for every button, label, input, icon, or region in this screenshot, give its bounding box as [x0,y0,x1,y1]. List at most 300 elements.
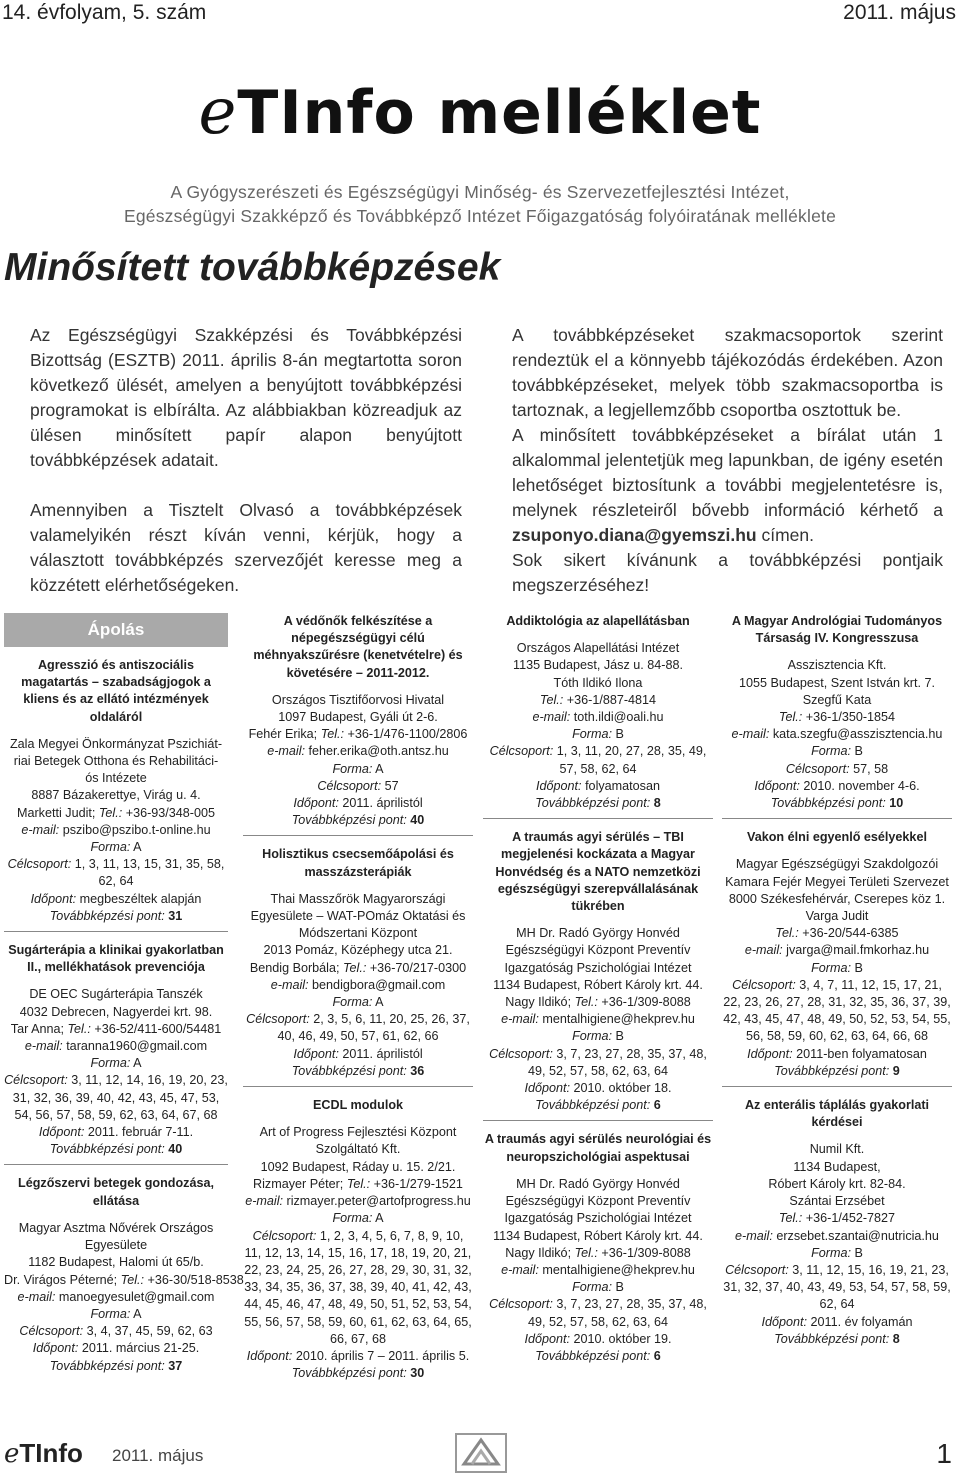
organizer-line: 1097 Budapest, Gyáli út 2-6. [278,710,438,725]
forma-label: Forma: [572,727,612,742]
target-group-value: 1, 3, 11, 13, 15, 31, 35, 58, 62, 64 [74,857,225,889]
phone-value: +36-52/411-600/54481 [94,1021,222,1036]
contact-name: Dr. Virágos Péterné; [4,1272,118,1287]
phone-line [722,925,952,942]
forma-value: B [854,744,863,759]
listing-entry [483,829,713,1121]
credit-points-line [483,795,713,812]
email-label: e-mail: [245,1194,283,1209]
organizer-line: Tóth Ildikó Ilona [553,675,643,690]
listing-entry [483,1131,713,1371]
forma-label: Forma: [811,744,851,759]
organizer-line: 8887 Bázakerettye, Virág u. 4. [31,788,201,803]
phone-line [4,1272,244,1289]
phone-line [722,709,952,726]
phone-value: +36-30/518-8538 [147,1272,244,1287]
credit-points-label: Továbbképzési pont: [291,813,407,828]
date-line [4,891,228,908]
forma-label: Forma: [332,1211,373,1226]
forma-label: Forma: [811,1245,851,1260]
target-group-value: 3, 4, 7, 11, 12, 15, 17, 21, 22, 23, 26, 27, 28, 31, 32, 35, 36, 37, 39, 42, 43, 45, 47, 48, 49, 50, 52, 53, 54, 55, 56, 58, 59, 60, 62, 63, 64, 66, 68 [723,977,951,1044]
phone-label: Tel.: [120,1272,145,1287]
organizer-line: Egyesülete – WAT-POmáz Oktatási és [250,909,466,924]
organizer-line: 1092 Budapest, Ráday u. 15. 2/21. [260,1159,456,1174]
forma-value: B [854,960,863,975]
email-link[interactable]: feher.erika@oth.antsz.hu [308,744,449,759]
contact-email-link[interactable]: zsuponyo.diana@gyemszi.hu [512,525,757,545]
phone-value: +36-1/309-8088 [601,1245,691,1260]
listing-column-2 [243,613,473,1398]
credit-points-line [483,1348,713,1365]
listing-column-1 [4,613,244,1391]
organizer-line: DE OEC Sugárterápia Tanszék [29,987,203,1002]
phone-value: +36-20/544-6385 [802,926,899,941]
listing-column-3 [483,613,713,1381]
intro-paragraph: A továbbképzéseket szakmacsoportok szerint rendeztük el a könnyebb tájékozódás érdekében. Azon továbbképzéseket, melyek több szakmacsoportba is tartoznak, a legjellemzőbb csoportba osztottuk be. [512,325,943,420]
credit-points-value: 30 [410,1366,425,1381]
target-group-line [722,977,952,1046]
target-group-value: 1, 3, 11, 20, 27, 28, 35, 49, 57, 58, 62, 64 [556,744,707,776]
listing-entry [483,613,713,819]
intro-paragraph: Sok sikert kívánunk a továbbképzési pontjaik megszerzéséhez! [512,550,943,595]
email-line [243,743,473,760]
date-line [722,1046,952,1063]
email-link[interactable]: jvarga@mail.fmkorhaz.hu [786,943,930,958]
forma-value: B [615,1029,624,1044]
contact-name: Marketti Judit; [16,805,96,820]
email-label: e-mail: [744,943,783,958]
intro-paragraph: Amennyiben a Tisztelt Olvasó a továbbképzések valamelyikén részt kíván venni, kérjük, hogy a választott továbbképzés szervezőjét keresse meg a közzétett elérhetőségeken. [30,500,462,595]
target-group-line [243,1011,473,1045]
phone-label: Tel.: [346,1176,371,1191]
forma-line [4,1055,228,1072]
target-group-value: 3, 11, 12, 14, 16, 19, 20, 23, 31, 32, 36, 39, 40, 42, 43, 45, 47, 53, 54, 56, 57, 58, 59, 62, 63, 64, 67, 68 [12,1073,228,1122]
organizer-line: 1134 Budapest, Róbert Károly krt. 44. [493,1228,703,1243]
email-link[interactable]: bendigbora@gmail.com [312,977,446,992]
organizer-line: Zala Megyei Önkormányzat Pszichiát- [9,736,223,751]
entry-title: Az enterális táplálás gyakorlati kérdései [744,1098,930,1130]
entry-title: Holisztikus csecsemőápolási és masszázsterápiák [262,847,454,879]
entry-title: Addiktológia az alapellátásban [506,614,690,628]
date-value: 2011. február 7-11. [87,1125,194,1140]
target-group-label: Célcsoport: [489,744,554,759]
entry-title: Agresszió és antiszociális magatartás – szabadságjogok a kliens és az ellátó intézmények oldaláról [21,658,211,724]
credit-points-value: 8 [892,1331,900,1346]
target-group-line [243,778,473,795]
section-title: Minősített továbbképzések [4,246,501,289]
organizer-line: MH Dr. Radó György Honvéd [516,926,680,941]
target-group-label: Célcsoport: [785,761,850,776]
phone-line [483,692,713,709]
category-header: Ápolás [4,613,228,647]
phone-label: Tel.: [320,727,345,742]
email-link[interactable]: taranna1960@gmail.com [66,1039,208,1054]
phone-value: +36-1/350-1854 [805,710,896,725]
target-group-value: 2, 3, 5, 6, 11, 20, 25, 26, 37, 40, 46, 49, 50, 57, 61, 62, 66 [277,1012,470,1044]
organizer-line: 2013 Pomáz, Középhegy utca 21. [263,943,453,958]
date-value: 2010. október 18. [573,1081,672,1096]
phone-line [243,1176,473,1193]
credit-points-value: 40 [168,1142,183,1157]
date-value: 2011. áprilistól [342,796,423,811]
date-label: Időpont: [32,1341,79,1356]
organizer-line: Igazgatóság Pszichológiai Intézet [504,1211,692,1226]
contact-name: Fehér Erika; [248,727,318,742]
credit-points-label: Továbbképzési pont: [535,796,651,811]
email-line [722,942,952,959]
organizer-line: Szolgáltató Kft. [315,1142,401,1157]
organizer-line: Numil Kft. [809,1142,865,1157]
date-value: megbeszéltek alapján [79,891,202,906]
forma-label: Forma: [90,840,131,855]
credit-points-value: 36 [410,1063,425,1078]
issue-date: 2011. május [843,1,956,24]
listing-entry [4,657,228,932]
phone-value: +36-1/309-8088 [601,995,691,1010]
forma-value: A [375,761,384,776]
target-group-line [4,1323,228,1340]
target-group-label: Célcsoport: [19,1324,84,1339]
phone-value: +36-1/887-4814 [566,692,657,707]
phone-line [4,1021,228,1038]
issue-label: 14. évfolyam, 5. szám [2,1,207,24]
email-label: e-mail: [501,1012,539,1027]
email-label: e-mail: [21,822,60,837]
organizer-line: Róbert Károly krt. 82-84. [768,1176,906,1191]
email-line [4,1038,228,1055]
date-line [722,1314,952,1331]
organizer-line: Módszertani Központ [298,926,418,941]
page-footer [0,1430,960,1477]
date-line [243,795,473,812]
target-group-label: Célcsoport: [252,1228,317,1243]
forma-line [243,761,473,778]
masthead-subtitle: A Gyógyszerészeti és Egészségügyi Minőség- és Szervezetfejlesztési Intézet, Egészségügyi Szakképző és Továbbképző Intézet Főigazgatóság folyóiratának melléklete [123,182,837,226]
credit-points-value: 6 [653,1098,661,1113]
organizer-line: Egészségügyi Központ Preventív [505,1194,691,1209]
listing-column-4 [722,613,952,1364]
target-group-label: Célcsoport: [489,1297,553,1312]
listing-entry [722,1097,952,1354]
entry-title: A Magyar Andrológiai Tudományos Társaság IV. Kongresszusa [731,614,943,646]
phone-label: Tel.: [574,995,598,1010]
organizer-line: 1134 Budapest, Róbert Károly krt. 44. [493,977,703,992]
organizer-line: Kamara Fejér Megyei Területi Szervezet [725,874,949,889]
email-line [243,977,473,994]
date-label: Időpont: [38,1125,85,1140]
email-link[interactable]: rizmayer.peter@artofprogress.hu [286,1194,471,1209]
forma-value: B [854,1245,863,1260]
email-link[interactable]: mentalhigiene@hekprev.hu [542,1012,695,1027]
footer-brand: eTInfo [4,1438,83,1469]
credit-points-label: Továbbképzési pont: [49,1142,165,1157]
email-link[interactable]: manoegyesulet@gmail.com [58,1289,215,1304]
date-value: 2011-ben folyamatosan [796,1046,927,1061]
credit-points-label: Továbbképzési pont: [774,1063,890,1078]
entry-title: A védőnők felkészítése a népegészségügyi célú méhnyakszűrésre (kenetvételre) és követésére – 2011-2012. [253,614,463,680]
email-line [483,709,713,726]
target-group-label: Célcsoport: [7,857,72,872]
intro-paragraph: Az Egészségügyi Szakképzési és Továbbképzési Bizottság (ESZTB) 2011. április 8-án megtartotta soron következő ülését, amelyen a benyújtott továbbképzési programokat is elbírálta. Az alábbiakban közreadjuk az ülésen minősített papír alapon benyújtott továbbképzések adatait. [30,325,462,470]
organizer-line: Asszisztencia Kft. [787,658,887,673]
target-group-line [4,856,228,890]
email-link[interactable]: kata.szegfu@asszisztencia.hu [772,727,943,742]
date-label: Időpont: [536,778,582,793]
credit-points-label: Továbbképzési pont: [770,796,886,811]
entry-title: Légzőszervi betegek gondozása, ellátása [18,1176,214,1208]
email-label: e-mail: [735,1228,773,1243]
target-group-line [722,761,952,778]
date-line [483,1080,713,1097]
credit-points-line [4,908,228,925]
email-line [483,1262,713,1279]
phone-label: Tel.: [539,692,564,707]
date-value: 2010. április 7 – 2011. április 5. [295,1348,470,1363]
credit-points-line [243,1063,473,1080]
target-group-line [4,1072,228,1124]
target-group-line [722,1262,952,1314]
forma-value: A [375,1211,384,1226]
forma-value: A [133,1306,142,1321]
credit-points-value: 10 [889,796,904,811]
listing-entry [243,846,473,1087]
forma-line [243,994,473,1011]
email-label: e-mail: [267,744,306,759]
date-label: Időpont: [524,1331,570,1346]
email-line [722,726,952,743]
forma-line [722,960,952,977]
forma-line [483,1028,713,1045]
forma-line [4,1306,228,1323]
email-link[interactable]: pszibo@pszibo.t-online.hu [62,822,211,837]
credit-points-label: Továbbképzési pont: [535,1348,651,1363]
email-label: e-mail: [532,710,571,725]
gyemszi-logo-icon [454,1432,508,1474]
credit-points-label: Továbbképzési pont: [49,908,165,923]
forma-line [4,839,228,856]
date-line [483,778,713,795]
target-group-label: Célcsoport: [489,1046,553,1061]
email-label: e-mail: [270,977,309,992]
forma-label: Forma: [90,1306,131,1321]
page-number: 1 [936,1438,952,1469]
credit-points-line [722,1063,952,1080]
contact-name: Bendig Borbála; [249,960,340,975]
organizer-line: 1134 Budapest, [793,1159,881,1174]
date-line [243,1348,473,1365]
phone-label: Tel.: [98,805,123,820]
entry-title: Sugárterápia a klinikai gyakorlatban II., mellékhatások prevenciója [8,943,224,975]
credit-points-line [483,1097,713,1114]
contact-name: Nagy Ildikó; [505,1245,572,1260]
credit-points-label: Továbbképzési pont: [291,1366,407,1381]
credit-points-label: Továbbképzési pont: [291,1063,407,1078]
credit-points-value: 8 [653,796,661,811]
forma-line [722,1245,952,1262]
phone-value: +36-1/452-7827 [805,1211,896,1226]
organizer-line: Szegfű Kata [802,692,872,707]
page-header [0,0,960,30]
email-link[interactable]: toth.ildi@oali.hu [573,710,664,725]
phone-label: Tel.: [574,1245,598,1260]
target-group-value: 3, 4, 37, 45, 59, 62, 63 [86,1324,213,1339]
credit-points-line [243,812,473,829]
date-label: Időpont: [761,1314,808,1329]
forma-label: Forma: [90,1056,131,1071]
target-group-line [483,743,713,777]
date-label: Időpont: [246,1348,293,1363]
credit-points-label: Továbbképzési pont: [774,1331,890,1346]
forma-label: Forma: [332,995,373,1010]
email-link[interactable]: mentalhigiene@hekprev.hu [542,1262,695,1277]
organizer-line: Szántai Erzsébet [789,1194,885,1209]
credit-points-value: 9 [892,1063,900,1078]
phone-value: +36-1/476-1100/2806 [347,727,468,742]
phone-label: Tel.: [67,1021,91,1036]
target-group-line [243,1228,473,1348]
forma-line [483,726,713,743]
email-label: e-mail: [24,1039,63,1054]
date-line [722,778,952,795]
phone-line [243,960,473,977]
credit-points-value: 40 [410,813,425,828]
email-line [243,1193,473,1210]
organizer-line: riai Betegek Otthona és Rehabilitáci- [13,754,219,769]
email-line [4,822,228,839]
date-value: 2011. áprilistól [342,1046,423,1061]
forma-value: A [375,995,384,1010]
phone-line [483,994,713,1011]
forma-line [722,743,952,760]
phone-label: Tel.: [775,926,799,941]
footer-date: 2011. május [112,1446,204,1465]
phone-label: Tel.: [778,1211,803,1226]
date-value: 2011. március 21-25. [81,1341,200,1356]
organizer-line: Magyar Egészségügyi Szakdolgozói [735,857,939,872]
target-group-label: Célcsoport: [725,1262,789,1277]
date-label: Időpont: [747,1046,793,1061]
organizer-line: Országos Tisztifőorvosi Hivatal [271,692,445,707]
phone-line [243,726,473,743]
credit-points-value: 37 [168,1358,183,1373]
organizer-line: Egyesülete [84,1238,148,1253]
listing-entry [722,613,952,819]
phone-value: +36-1/279-1521 [373,1176,463,1191]
date-line [483,1331,713,1348]
entry-title: Vakon élni egyenlő esélyekkel [747,830,927,845]
entry-title: ECDL modulok [312,1098,404,1113]
intro-left [30,323,462,598]
listing-entry [243,613,473,836]
phone-line [722,1210,952,1227]
organizer-line: 4032 Debrecen, Nagyerdei krt. 98. [19,1004,213,1019]
target-group-label: Célcsoport: [732,977,796,992]
phone-label: Tel.: [778,710,803,725]
contact-name: Rizmayer Péter; [253,1176,344,1191]
organizer-line: Igazgatóság Pszichológiai Intézet [504,960,692,975]
date-label: Időpont: [30,891,77,906]
target-group-label: Célcsoport: [317,778,382,793]
email-label: e-mail: [731,727,770,742]
email-line [4,1289,228,1306]
masthead-title: eTInfo melléklet [198,75,762,149]
date-line [4,1124,228,1141]
intro-paragraph: A minősített továbbképzéseket a bírálat után 1 alkalommal jelentetjük meg lapunkban, de igény esetén lehetőséget biztosítunk a további megjelentetésre is, melynek részleteiről bővebb információ kérhető a zsuponyo.diana@gyemszi.hu címen. [512,425,943,545]
organizer-line: Varga Judit [805,909,869,924]
entry-title: A traumás agyi sérülés – TBI megjelenési kockázata a Magyar Honvédség és a NATO nemzetközi egészségügyi szerepvállalásának tükrében [495,830,701,914]
phone-line [483,1245,713,1262]
listing-entry [243,1097,473,1388]
date-label: Időpont: [524,1081,570,1096]
target-group-value: 3, 11, 12, 15, 16, 19, 21, 23, 31, 32, 37, 40, 43, 49, 53, 54, 57, 58, 59, 62, 64 [723,1262,951,1312]
target-group-value: 1, 2, 3, 4, 5, 6, 7, 8, 9, 10, 11, 12, 13, 14, 15, 16, 17, 18, 19, 20, 21, 22, 23, 24, 25, 26, 27, 28, 29, 30, 31, 32, 33, 34, 35, 36, 37, 38, 39, 40, 41, 42, 43, 44, 45, 46, 47, 48, 49, 50, 51, 52, 53, 54, 55, 56, 57, 58, 59, 60, 61, 62, 63, 64, 65, 66, 67, 68 [244,1228,472,1346]
listing-entry [722,829,952,1087]
target-group-value: 57 [384,778,399,793]
target-group-value: 3, 7, 23, 27, 28, 35, 37, 48, 49, 52, 57, 58, 62, 63, 64 [527,1297,707,1329]
organizer-line: MH Dr. Radó György Honvéd [516,1176,680,1191]
credit-points-line [243,1365,473,1382]
credit-points-value: 31 [168,908,183,923]
target-group-line [483,1296,713,1330]
email-link[interactable]: erzsebet.szantai@nutricia.hu [776,1228,939,1243]
date-value: folyamatosan [585,778,660,793]
credit-points-value: 6 [653,1348,661,1363]
phone-value: +36-93/348-005 [125,805,216,820]
date-value: 2010. október 19. [573,1331,672,1346]
forma-value: B [615,727,624,742]
listing-entry [4,1175,244,1380]
credit-points-line [722,1331,952,1348]
organizer-line: 8000 Székesfehérvár, Cserepes köz 1. [728,891,946,906]
organizer-line: Art of Progress Fejlesztési Központ [259,1125,457,1140]
contact-name: Tar Anna; [10,1021,64,1036]
target-group-value: 3, 7, 23, 27, 28, 35, 37, 48, 49, 52, 57, 58, 62, 63, 64 [527,1046,707,1078]
intro-right [512,323,943,598]
organizer-line: 1055 Budapest, Szent István krt. 7. [738,675,936,690]
date-value: 2010. november 4-6. [803,778,920,793]
email-label: e-mail: [501,1262,539,1277]
date-label: Időpont: [293,1046,339,1061]
organizer-line: Thai Masszőrök Magyarországi [270,891,446,906]
credit-points-label: Továbbképzési pont: [49,1358,165,1373]
forma-label: Forma: [572,1280,612,1295]
organizer-line: 1182 Budapest, Halomi út 65/b. [28,1255,204,1270]
date-line [243,1046,473,1063]
forma-value: A [133,840,142,855]
phone-line [4,805,228,822]
forma-value: A [133,1056,142,1071]
date-line [4,1340,228,1357]
phone-label: Tel.: [342,960,367,975]
listing-entry [4,942,228,1165]
email-line [722,1228,952,1245]
organizer-line: Egészségügyi Központ Preventív [505,943,691,958]
organizer-line: 1135 Budapest, Jász u. 84-88. [513,658,683,673]
credit-points-line [4,1358,228,1375]
target-group-value: 57, 58 [853,761,889,776]
organizer-line: Magyar Asztma Nővérek Országos [18,1220,214,1235]
contact-name: Nagy Ildikó; [505,995,572,1010]
forma-line [483,1279,713,1296]
target-group-label: Célcsoport: [4,1073,68,1088]
credit-points-line [722,795,952,812]
target-group-line [483,1046,713,1080]
organizer-line: Országos Alapellátási Intézet [516,641,680,656]
email-label: e-mail: [17,1289,56,1304]
phone-value: +36-70/217-0300 [369,960,467,975]
email-line [483,1011,713,1028]
credit-points-label: Továbbképzési pont: [535,1098,651,1113]
